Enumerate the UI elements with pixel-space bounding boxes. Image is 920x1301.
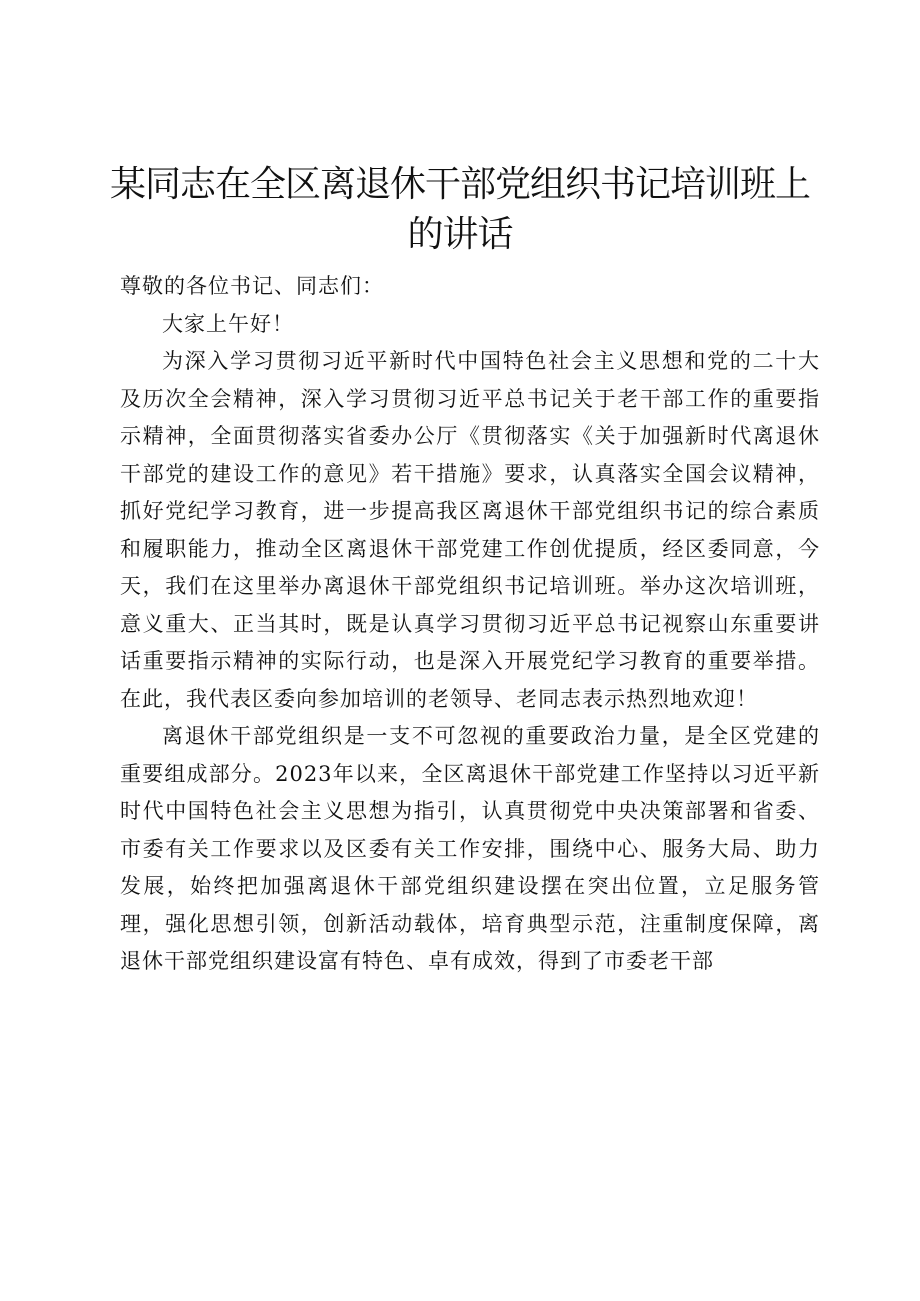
greeting: 大家上午好！ [162, 311, 294, 336]
document-title: 某同志在全区离退休干部党组织书记培训班上的讲话 [110, 164, 811, 255]
salutation: 尊敬的各位书记、同志们： [120, 274, 384, 298]
body-paragraph-2: 离退休干部党组织是一支不可忽视的重要政治力量，是全区党建的重要组成部分。2023年以来，全区离退休干部党建工作坚持以习近平新时代中国特色社会主义思想为指引，认真贯彻党中央决策部署和省委、市委有关工作要求以及区委有关工作安排，围绕中心、服务大局、助力发展，始终把加强离退休干部党组织建设摆在突出位置，立足服务管理，强化思想引领，创新活动载体，培育典型示范，注重制度保障，离退休干部党组织建设富有特色、卓有成效，得到了市委老干部 [120, 724, 820, 973]
document-body [120, 268, 820, 981]
body-paragraph-1: 为深入学习贯彻习近平新时代中国特色社会主义思想和党的二十大及历次全会精神，深入学习贯彻习近平总书记关于老干部工作的重要指示精神，全面贯彻落实省委办公厅《贯彻落实《关于加强新时代离退休干部党的建设工作的意见》若干措施》要求，认真落实全国会议精神，抓好党纪学习教育，进一步提高我区离退休干部党组织书记的综合素质和履职能力，推动全区离退休干部党建工作创优提质，经区委同意，今天，我们在这里举办离退休干部党组织书记培训班。举办这次培训班，意义重大、正当其时，既是认真学习贯彻习近平总书记视察山东重要讲话重要指示精神的实际行动，也是深入开展党纪学习教育的重要举措。在此，我代表区委向参加培训的老领导、老同志表示热烈地欢迎！ [120, 349, 820, 711]
